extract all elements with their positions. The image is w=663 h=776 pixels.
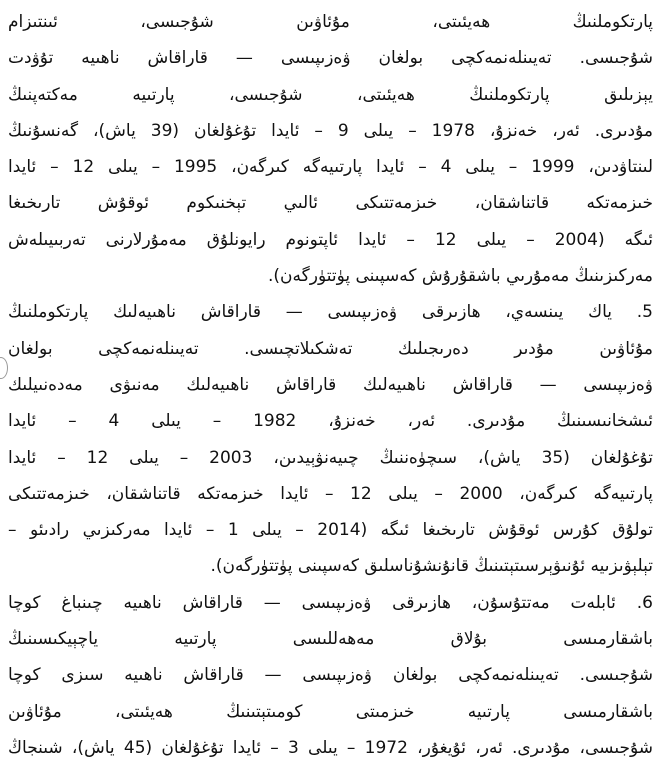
text-line: تۇغۇلغان (35 ياش)، سىچۈەننىڭ چىيەنۋېيدىن، 2003 – يىلى 12 – ئايدا xyxy=(8,447,653,468)
text-line: شۇجىسى. تەيىنلەنمەكچى بولغان ۋەزىپىسى — قاراقاش ناھىيە تۇۋدت xyxy=(8,48,653,69)
text-line: ئىشخانىسىنىڭ مۇدىرى. ئەر، خەنزۇ، 1982 – يىلى 4 – ئايدا xyxy=(8,411,653,432)
text-line: باشقارمىسى پارتىيە خىزمىتى كومىتېتىنىڭ ھەيئىتى، مۇئاۋىن xyxy=(8,701,653,722)
text-line: مۇئاۋىن مۇدىر دەرىجىلىك تەشكىلاتچىسى. تەيىنلەنمەكچى بولغان xyxy=(8,338,653,359)
paragraph-end-line: مەركىزىنىڭ مەمۇرىي باشقۇرۇش كەسپىنى پۈتتۈرگەن). xyxy=(268,266,653,287)
text-line: يېزىلىق پارتكوملنىڭ ھەيئىتى، شۇجىسى، پارتىيە مەكتەپنىڭ xyxy=(8,84,653,105)
text-line: 5. ياك يىنسەي، ھازىرقى ۋەزىپىسى — قاراقاش ناھىيەلىك پارتكوملنىڭ xyxy=(8,302,653,323)
text-line: 6. ئابلەت مەتتۇسۇن، ھازىرقى ۋەزىپىسى — قاراقاش ناھىيە چىنباغ كوچا xyxy=(8,592,653,613)
text-line: تولۇق كۇرس ئوقۇش تارىخىغا ئىگە (2014 – يىلى 1 – ئايدا مەركىزىي رادىئو – xyxy=(8,520,653,541)
text-line: ئىگە (2004 – يىلى 12 – ئايدا ئاپتونوم رايونلۇق مەمۇرلارنى تەربىيىلەش xyxy=(8,229,653,250)
text-line: لىنتاۋدىن، 1999 – يىلى 4 – ئايدا پارتىيەگە كىرگەن، 1995 – يىلى 12 – ئايدا xyxy=(8,157,653,178)
text-line: پارتىيەگە كىرگەن، 2000 – يىلى 12 – ئايدا خىزمەتكە قاتناشقان، خىزمەتتىكى xyxy=(8,483,653,504)
text-line: مۇدىرى. ئەر، خەنزۇ، 1978 – يىلى 9 – ئايدا تۇغۇلغان (39 ياش)، گەنسۇنىڭ xyxy=(8,120,653,141)
text-line: باشقارمىسى بۇلاق مەھەللىسى پارتىيە ياچېيكىسىنىڭ xyxy=(8,629,653,650)
text-line: پارتكوملنىڭ ھەيئىتى، مۇئاۋىن شۇجىسى، ئىنتىزام xyxy=(8,12,653,32)
text-line: شۇجىسى. تەيىنلەنمەكچى بولغان ۋەزىپىسى — قاراقاش ناھىيە سىزى كوچا xyxy=(8,665,653,686)
text-line: شۇجىسى، مۇدىرى. ئەر، ئۇيغۇر، 1972 – يىلى 3 – ئايدا تۇغۇلغان (45 ياش)، شىنجاڭ xyxy=(8,737,653,758)
article-body xyxy=(8,4,653,766)
text-line: خىزمەتكە قاتناشقان، خىزمەتتىكى ئالىي تېخنىكوم ئوقۇش تارىخىغا xyxy=(8,193,653,214)
text-line: ۋەزىپىسى — قاراقاش ناھىيەلىك قاراقاش ناھىيەلىك مەنىۋى مەدەنىيلىك xyxy=(8,374,653,395)
margin-circle-mark xyxy=(0,357,8,379)
paragraph-end-line: تېلېۋىزىيە ئۇنىۋېرسىتېتىنىڭ قانۇنشۇناسلىق كەسپىنى پۈتتۈرگەن). xyxy=(210,556,653,577)
